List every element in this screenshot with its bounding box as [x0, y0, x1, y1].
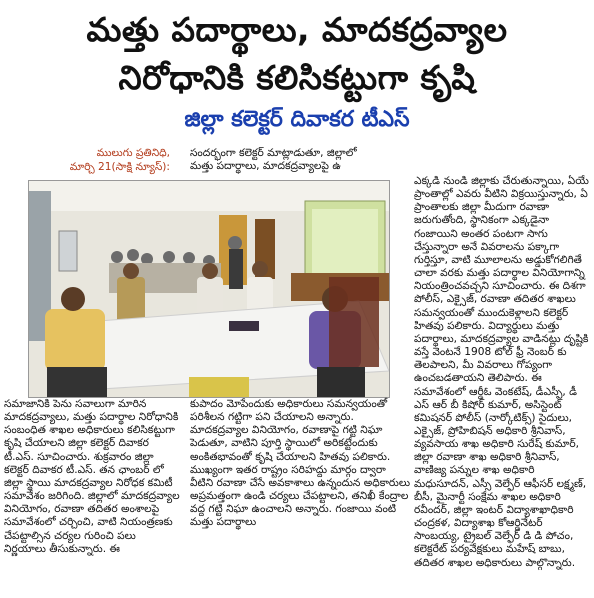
- column-left-bottom: [4, 398, 180, 556]
- dateline-date: మార్చి 21(సాక్షి న్యూస్):: [69, 160, 170, 173]
- body-text: సందర్భంగా కలెక్టర్ మాట్లాడుతూ, జిల్లాలో మత్తు పదార్థాలు, మాదకద్రవ్యాలపై ఉ: [190, 147, 357, 173]
- meeting-photo: [28, 180, 390, 398]
- headline-line-2: నిరోధానికి కలిసికట్టుగా కృషి: [118, 58, 476, 97]
- column-right: [414, 175, 590, 570]
- column-middle-top: [190, 147, 365, 173]
- body-text: కుపాదం మోపేందుకు అధికారులు సమన్వయంతో పరిశీలన గట్టిగా పని చేయాలని అన్నారు. మాదకద్రవ్యాల వినియోగం, రవాణాపై గట్టి నిఘా పెడుతూ, వాటిని పూర్తి స్థాయిలో అరికట్టేందుకు అంకితభావంతో కృషి చేయాలని హితవు పలికారు. ముఖ్యంగా ఇతర రాష్ట్రం సరిహద్దు మార్గం ద్వారా వీటిని రవాణా చేసే అవకాశాలు ఉన్నందున అధికారులు అప్రమత్తంగా ఉండి చర్యలు చేపట్టాలని, తనిఖీ కేంద్రాల వద్ద గట్టి నిఘా ఉంచాలని అన్నారు. గంజాయి వంటి మత్తు పదార్థాలు: [190, 398, 411, 529]
- subheadline: జిల్లా కలెక్టర్ దివాకర టీఎస్: [184, 107, 410, 132]
- body-text: ఎక్కడి నుండి జిల్లాకు చేరుతున్నాయి, ఏయే ప్రాంతాల్లో ఎవరు వీటిని విక్రయిస్తున్నారు, ఏ ప్రాంతాలకు జిల్లా మీదుగా రవాణా జరుగుతోంది, స్థానికంగా ఎక్కడైనా గంజాయిని అంతర పంటగా సాగు చేస్తున్నారా అనే వివరాలను పక్కాగా గుర్తిస్తూ, వాటి మూలాలను అడ్డుకోగలిగితే చాలా వరకు మత్తు పదార్థాల వినియోగాన్ని నియంత్రించవచ్చని సూచించారు. ఈ దిశగా పోలీస్, ఎక్సైజ్, రవాణా తదితర శాఖలు సమన్వయంతో ముందుకెళ్లాలని కలెక్టర్ హితవు పలికారు. విద్యార్థులు మత్తు పదార్థాలు, మాదకద్రవ్యాల వాడినట్లు దృష్టికి వస్తే వెంటనే 1908 టోల్ ఫ్రీ నెంబర్ కు తెలపాలని, మీ వివరాలు గోప్యంగా ఉంచబడతాయని తెలిపారు. ఈ సమావేశంలో ఆర్డీఓ వెంకటేష్, డీఎస్పీ, డీ ఎస్ ఆర్ బీ కిషోర్ కుమార్, అసిస్టెంట్ కమిషనర్ పోలీస్ (నార్కోటిక్స్) సైదులు, ఎక్సైజ్, ప్రోహిబిషన్ అధికారి శ్రీనివాస్, వ్యవసాయ శాఖ అధికారి సురేష్ కుమార్, జిల్లా రవాణా శాఖ అధికారి శ్రీనివాస్, వాణిజ్య పన్నుల శాఖ అధికారి మధుసూదన్, ఎస్సీ వెల్ఫేర్ ఆఫీసర్ లక్ష్మణ్, బీసీ, మైనార్టీ సంక్షేమ శాఖల అధికారి రవీందర్, జిల్లా ఇంటర్ విద్యాశాఖాధికారి చంద్రకళ, విద్యాశాఖ కోఆర్డినేటర్ సాంబయ్య, ట్రైబల్ వెల్ఫేర్ డి డి పోచం, కలెక్టరేట్ పర్యవేక్షకులు మహేష్ బాబు, తదితర శాఖల అధికారులు పాల్గొన్నారు.: [414, 175, 589, 569]
- headline-line-1: మత్తు పదార్థాలు, మాదకద్రవ్యాల: [86, 10, 508, 49]
- column-middle-bottom: [190, 398, 410, 530]
- body-text: సమాజానికి పెను సవాలుగా మారిన మాదకద్రవ్యాలు, మత్తు పదార్థాల నిరోధానికి సంబంధిత శాఖల అధికారులు కలిసికట్టుగా కృషి చేయాలని జిల్లా కలెక్టర్ దివాకర టీ.ఎస్. సూచించారు. శుక్రవారం జిల్లా కలెక్టర్ దివాకర టీ.ఎస్. తన ఛాంబర్ లో జిల్లా స్థాయి మాదకద్రవ్యాల నిరోధక కమిటీ సమావేశం జరిగింది. జిల్లాలో మాదకద్రవ్యాల వినియోగం, రవాణా తదితర అంశాలపై సమావేశంలో చర్చించి, వాటి నియంత్రణకు చేపట్టాల్సిన చర్యల గురించి పలు నిర్ణయాలు తీసుకున్నారు. ఈ: [4, 398, 180, 555]
- dateline-place: ములుగు ప్రతినిధి,: [96, 147, 170, 159]
- dateline: [60, 147, 170, 174]
